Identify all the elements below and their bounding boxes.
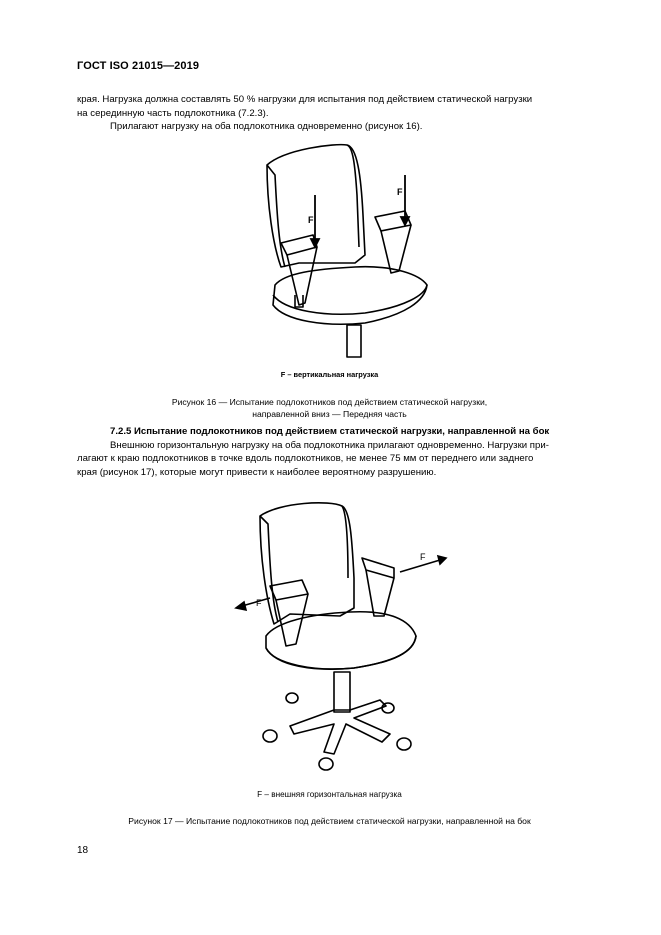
horizontal-force-arrows bbox=[236, 556, 446, 610]
chair-column bbox=[334, 672, 350, 712]
section-heading: 7.2.5 Испытание подлокотников под действием статической нагрузки, направленной на бок bbox=[110, 426, 550, 437]
section-line-1: Внешнюю горизонтальную нагрузку на оба подлокотника прилагают одновременно. Нагрузки при- bbox=[110, 439, 549, 451]
intro-line-3: Прилагают нагрузку на оба подлокотника одновременно (рисунок 16). bbox=[110, 121, 423, 133]
caster-right bbox=[397, 738, 411, 750]
figure-16-caption-line-1: Рисунок 16 — Испытание подлокотников под действием статической нагрузки, bbox=[171, 397, 488, 407]
page-number: 18 bbox=[77, 845, 89, 856]
section-line-3: края (рисунок 17), которые могут привести к наиболее вероятному разрушению. bbox=[77, 466, 437, 478]
figure-17-chair-side-load bbox=[230, 498, 470, 773]
intro-line-2: на серединную часть подлокотника (7.2.3). bbox=[77, 107, 269, 119]
force-label-right: F bbox=[420, 552, 426, 562]
intro-paragraph bbox=[77, 93, 582, 134]
left-armrest bbox=[281, 235, 317, 255]
caster-back-right bbox=[382, 703, 394, 713]
caster-front bbox=[319, 758, 333, 770]
vertical-force-arrows bbox=[311, 175, 409, 247]
section-7-2-5 bbox=[77, 425, 582, 479]
force-label-left: F bbox=[256, 598, 262, 608]
section-line-2: лагают к краю подлокотников в точке вдоль подлокотников, не менее 75 мм от переднего или заднего bbox=[77, 453, 534, 465]
figure-16-legend: F – вертикальная нагрузка bbox=[280, 370, 379, 379]
figure-16-caption-line-2: направленной вниз — Передняя часть bbox=[252, 409, 407, 419]
figure-17-legend: F – внешняя горизонтальная нагрузка bbox=[257, 790, 402, 799]
chair-base bbox=[290, 700, 390, 754]
chair-column bbox=[347, 325, 361, 357]
document-code-header: ГОСТ ISO 21015—2019 bbox=[77, 60, 200, 72]
chair-seat bbox=[266, 612, 416, 669]
figure-17-caption: Рисунок 17 — Испытание подлокотников под действием статической нагрузки, направленной на бок bbox=[128, 816, 531, 826]
left-armrest bbox=[270, 580, 308, 600]
caster-back-left bbox=[286, 693, 298, 703]
figure-16-caption bbox=[77, 396, 582, 420]
figure-16-chair-vertical-load bbox=[255, 135, 440, 367]
force-label-right: F bbox=[397, 187, 403, 197]
force-label-left: F bbox=[308, 215, 314, 225]
caster-left bbox=[263, 730, 277, 742]
intro-line-1: края. Нагрузка должна составлять 50 % нагрузки для испытания под действием статической нагрузки bbox=[77, 94, 533, 105]
